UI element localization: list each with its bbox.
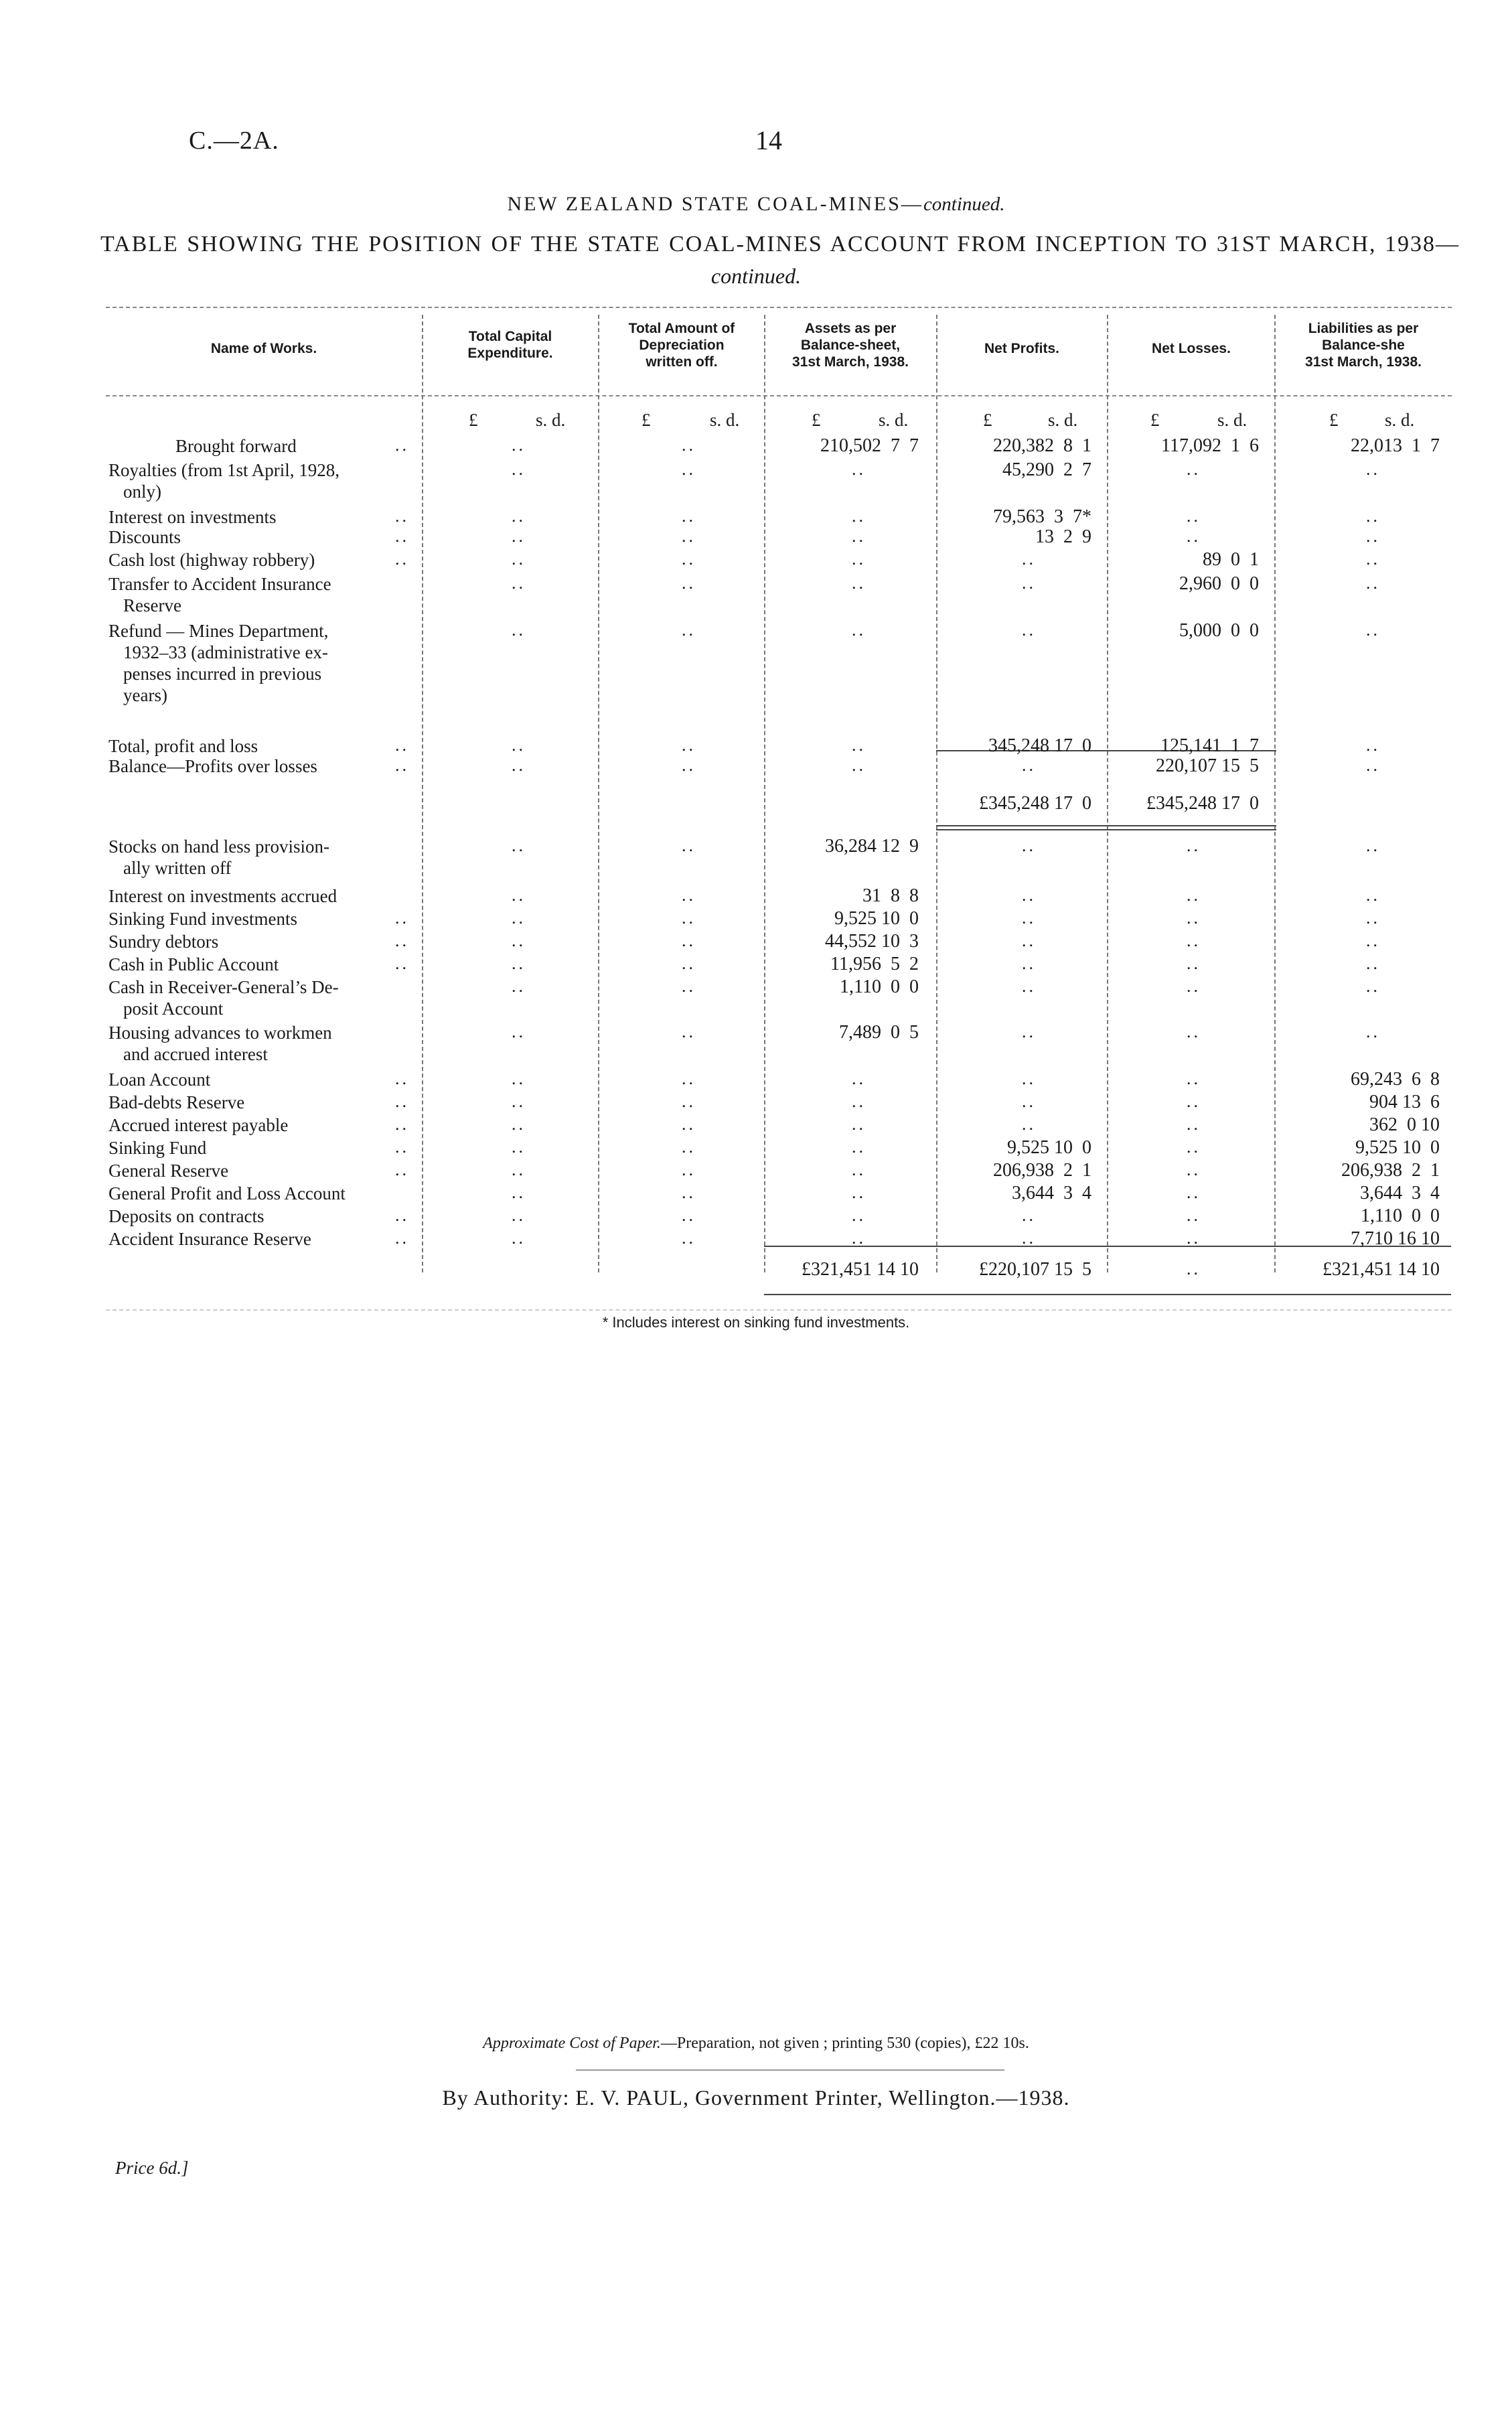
empty-cell-dots: .. (512, 1160, 526, 1179)
empty-cell-dots: .. (1366, 755, 1380, 775)
empty-cell-dots: .. (852, 1228, 866, 1248)
empty-cell-dots: .. (852, 755, 866, 775)
empty-cell-dots: .. (512, 735, 526, 755)
empty-cell-dots: .. (852, 1137, 866, 1157)
empty-cell-dots: .. (852, 1183, 866, 1202)
empty-cell-dots: .. (682, 1228, 696, 1248)
unit-pound: £ (1150, 410, 1160, 430)
empty-cell-dots: .. (1366, 735, 1380, 755)
row-label-text: Brought forward (175, 436, 297, 456)
col-head-capital-l2: Expenditure. (467, 346, 553, 361)
col-divider-4 (936, 315, 937, 1272)
cell-losses: 117,092 1 6 (1161, 435, 1259, 456)
header-bottom-rule (106, 395, 1452, 396)
empty-cell-dots: .. (1022, 1228, 1036, 1248)
row-label (108, 1205, 430, 1227)
empty-cell-dots: .. (512, 976, 526, 996)
empty-cell-dots: .. (852, 573, 866, 593)
row-label (108, 885, 430, 907)
empty-cell-dots: .. (1022, 755, 1036, 775)
row-label-cont: Reserve (123, 595, 181, 615)
empty-cell-dots: .. (682, 1114, 696, 1134)
cell-liabilities: 22,013 1 7 (1351, 435, 1440, 456)
unit-pound: £ (641, 410, 651, 430)
leader-dots: .. (395, 931, 409, 950)
row-label-text: Interest on investments accrued (108, 886, 337, 906)
empty-cell-dots: .. (512, 1022, 526, 1041)
col-head-assets-l3: 31st March, 1938. (792, 354, 909, 370)
empty-cell-dots: .. (682, 435, 696, 455)
empty-cell-dots: .. (682, 459, 696, 479)
row-label-text: Housing advances to workmen (108, 1023, 332, 1043)
leader-dots: .. (395, 1069, 409, 1088)
row-label (108, 573, 430, 616)
row-label-text: General Profit and Loss Account (108, 1183, 346, 1203)
cell-assets: 31 8 8 (862, 885, 919, 906)
row-label-cont: years) (123, 685, 167, 705)
col-head-profits: Net Profits. (984, 341, 1059, 356)
cell-assets: 7,489 0 5 (839, 1022, 919, 1043)
empty-cell-dots: .. (1366, 1022, 1380, 1041)
sum-rule-top (936, 825, 1276, 826)
empty-cell-dots: .. (852, 1092, 866, 1111)
empty-cell-dots: .. (512, 435, 526, 455)
leader-dots: .. (395, 1160, 409, 1179)
row-label-text: Accident Insurance Reserve (108, 1229, 311, 1249)
col-head-losses: Net Losses. (1152, 341, 1231, 356)
row-label (108, 1137, 430, 1159)
col-head-liab-l2: Balance-she (1322, 338, 1405, 353)
empty-cell-dots: .. (1022, 1114, 1036, 1134)
empty-cell-dots: .. (682, 620, 696, 640)
empty-cell-dots: .. (512, 1092, 526, 1111)
col-head-capital-l1: Total Capital (468, 329, 552, 344)
cell-liabilities: 362 0 10 (1369, 1114, 1440, 1135)
empty-cell-dots: .. (1187, 506, 1201, 526)
cell-liabilities: 206,938 2 1 (1341, 1160, 1440, 1181)
row-label-cont: and accrued interest (123, 1044, 268, 1064)
empty-cell-dots: .. (512, 573, 526, 593)
cost-of-paper (0, 2035, 1512, 2053)
row-label-text: Balance—Profits over losses (108, 756, 317, 776)
leader-dots: .. (395, 1137, 409, 1157)
cell-liabilities: 904 13 6 (1369, 1092, 1440, 1112)
empty-cell-dots: .. (852, 620, 866, 640)
cell-liabilities: 9,525 10 0 (1355, 1137, 1440, 1158)
empty-cell-dots: .. (512, 931, 526, 950)
col-divider-5 (1107, 315, 1108, 1272)
price-tag: Price 6d.] (115, 2158, 189, 2178)
row-label (108, 549, 430, 571)
empty-cell-dots: .. (682, 506, 696, 526)
empty-cell-dots: .. (682, 1160, 696, 1179)
col-head-assets (765, 320, 935, 370)
row-label-text: Discounts (108, 527, 181, 547)
leader-dots: .. (395, 1114, 409, 1134)
empty-cell-dots: .. (682, 1092, 696, 1111)
empty-cell-dots: .. (512, 1183, 526, 1202)
empty-cell-dots: .. (1187, 1228, 1201, 1248)
empty-cell-dots: .. (682, 885, 696, 905)
document-title (0, 193, 1512, 216)
total-profits: £220,107 15 5 (979, 1259, 1091, 1280)
empty-cell-dots: .. (512, 885, 526, 905)
cell-profits: 79,563 3 7* (993, 506, 1091, 527)
empty-cell-dots: .. (512, 954, 526, 973)
col-head-name: Name of Works. (210, 341, 317, 356)
row-label-text: Sinking Fund (108, 1138, 207, 1158)
empty-cell-dots: .. (682, 1069, 696, 1088)
table-subtitle-cont: continued. (710, 264, 802, 288)
cell-assets: 1,110 0 0 (840, 976, 919, 997)
row-label (108, 526, 430, 548)
empty-cell-dots: .. (852, 1114, 866, 1134)
row-label-text: Total, profit and loss (108, 736, 258, 756)
col-head-depr-l2: Depreciation (639, 338, 725, 353)
leader-dots: .. (395, 526, 409, 546)
empty-cell-dots: .. (1187, 908, 1201, 928)
empty-cell-dots: .. (1187, 1092, 1201, 1111)
empty-cell-dots: .. (1022, 954, 1036, 973)
empty-cell-dots: .. (1022, 573, 1036, 593)
empty-cell-dots: .. (1187, 1259, 1201, 1278)
row-label-text: Cash in Receiver-General’s De- (108, 977, 339, 997)
empty-cell-dots: .. (512, 1205, 526, 1225)
empty-cell-dots: .. (1022, 885, 1036, 905)
empty-cell-dots: .. (1187, 1137, 1201, 1157)
empty-cell-dots: .. (1187, 526, 1201, 546)
empty-cell-dots: .. (1187, 931, 1201, 950)
leader-dots: .. (395, 435, 409, 455)
empty-cell-dots: .. (682, 931, 696, 950)
empty-cell-dots: .. (1366, 836, 1380, 855)
empty-cell-dots: .. (852, 1069, 866, 1088)
empty-cell-dots: .. (682, 1022, 696, 1041)
cell-profits: 345,248 17 0 (988, 735, 1091, 756)
cell-losses: 89 0 1 (1203, 549, 1259, 570)
empty-cell-dots: .. (512, 506, 526, 526)
empty-cell-dots: .. (1366, 931, 1380, 950)
empty-cell-dots: .. (1366, 526, 1380, 546)
cell-profits: 206,938 2 1 (993, 1160, 1091, 1181)
row-label (108, 1160, 430, 1181)
total-assets: £321,451 14 10 (802, 1259, 919, 1280)
row-label-text: Stocks on hand less provision- (108, 836, 329, 857)
cell-losses: 5,000 0 0 (1179, 620, 1259, 641)
unit-sd: s. d. (1385, 410, 1415, 430)
cell-profits: 3,644 3 4 (1012, 1183, 1091, 1203)
empty-cell-dots: .. (1187, 1205, 1201, 1225)
empty-cell-dots: .. (1187, 1022, 1201, 1041)
cost-text: —Preparation, not given ; printing 530 (copies), £22 10s. (660, 2035, 1029, 2052)
cell-losses: 2,960 0 0 (1179, 573, 1259, 594)
col-divider-6 (1274, 315, 1276, 1272)
cell-losses: 220,107 15 5 (1156, 755, 1259, 776)
cell-liabilities: 3,644 3 4 (1360, 1183, 1440, 1203)
page-number: 14 (755, 125, 782, 155)
row-label-text: Sundry debtors (108, 932, 219, 952)
empty-cell-dots: .. (682, 836, 696, 855)
empty-cell-dots: .. (1022, 976, 1036, 996)
header-top-rule (106, 307, 1452, 308)
empty-cell-dots: .. (1022, 931, 1036, 950)
empty-cell-dots: .. (1022, 620, 1036, 640)
empty-cell-dots: .. (512, 836, 526, 855)
empty-cell-dots: .. (852, 735, 866, 755)
empty-cell-dots: .. (682, 1205, 696, 1225)
cell-liabilities: 1,110 0 0 (1361, 1205, 1440, 1226)
empty-cell-dots: .. (1022, 836, 1036, 855)
footnote: * Includes interest on sinking fund investments. (602, 1314, 910, 1331)
row-label (108, 1183, 430, 1204)
row-label-text: Loan Account (108, 1070, 211, 1090)
cell-losses: 125,141 1 7 (1160, 735, 1259, 756)
empty-cell-dots: .. (1187, 976, 1201, 996)
grand-total-rule-top (764, 1246, 1451, 1247)
col-divider-2 (598, 315, 599, 1272)
empty-cell-dots: .. (512, 549, 526, 569)
empty-cell-dots: .. (1366, 549, 1380, 569)
row-label (108, 1228, 430, 1250)
row-label-cont: posit Account (123, 999, 224, 1019)
cell-profits: £345,248 17 0 (979, 793, 1091, 814)
empty-cell-dots: .. (682, 573, 696, 593)
empty-cell-dots: .. (682, 755, 696, 775)
empty-cell-dots: .. (512, 620, 526, 640)
cell-assets: 210,502 7 7 (820, 435, 919, 456)
empty-cell-dots: .. (682, 526, 696, 546)
empty-cell-dots: .. (682, 1183, 696, 1202)
row-label-cont: only) (123, 482, 161, 502)
row-label-text: Interest on investments (108, 507, 277, 527)
empty-cell-dots: .. (1022, 908, 1036, 928)
leader-dots: .. (395, 735, 409, 755)
col-head-depr-l3: written off. (646, 354, 718, 370)
cell-assets: 36,284 12 9 (825, 836, 919, 857)
sum-rule-top2 (936, 829, 1276, 830)
leader-dots: .. (395, 755, 409, 775)
empty-cell-dots: .. (512, 1114, 526, 1134)
empty-cell-dots: .. (512, 755, 526, 775)
row-label-text: Transfer to Accident Insurance (108, 574, 331, 594)
empty-cell-dots: .. (1366, 573, 1380, 593)
unit-sd: s. d. (879, 410, 909, 430)
row-label (108, 755, 430, 777)
empty-cell-dots: .. (1366, 908, 1380, 928)
empty-cell-dots: .. (1187, 836, 1201, 855)
empty-cell-dots: .. (682, 549, 696, 569)
unit-sd: s. d. (536, 410, 566, 430)
leader-dots: .. (395, 1205, 409, 1225)
unit-pound: £ (812, 410, 821, 430)
row-label-cont: 1932–33 (administrative ex- (123, 642, 328, 662)
empty-cell-dots: .. (682, 954, 696, 973)
empty-cell-dots: .. (852, 526, 866, 546)
row-label (108, 836, 430, 879)
cell-profits: 220,382 8 1 (993, 435, 1091, 456)
empty-cell-dots: .. (1022, 1022, 1036, 1041)
title-text: NEW ZEALAND STATE COAL-MINES— (507, 193, 923, 215)
row-label-text: Cash in Public Account (108, 954, 279, 974)
row-label (108, 435, 430, 457)
row-label-text: General Reserve (108, 1161, 229, 1181)
table-bottom-rule (106, 1309, 1452, 1311)
col-head-depreciation (599, 320, 764, 370)
leader-dots: .. (395, 908, 409, 928)
row-label (108, 976, 430, 1019)
row-label-text: Bad-debts Reserve (108, 1092, 245, 1112)
empty-cell-dots: .. (1366, 620, 1380, 640)
row-label (108, 620, 430, 706)
empty-cell-dots: .. (1366, 506, 1380, 526)
cell-profits: 9,525 10 0 (1007, 1137, 1091, 1158)
unit-sd: s. d. (710, 410, 740, 430)
empty-cell-dots: .. (1366, 954, 1380, 973)
row-label-cont: penses incurred in previous (123, 664, 322, 684)
col-head-liabilities (1276, 320, 1451, 370)
row-label (108, 931, 430, 952)
empty-cell-dots: .. (1187, 459, 1201, 479)
total-liabilities: £321,451 14 10 (1322, 1259, 1440, 1280)
col-head-capital (423, 328, 597, 362)
cell-losses: £345,248 17 0 (1146, 793, 1259, 814)
leader-dots: .. (395, 549, 409, 569)
empty-cell-dots: .. (1187, 954, 1201, 973)
empty-cell-dots: .. (1187, 1183, 1201, 1202)
cell-profits: 45,290 2 7 (1002, 459, 1091, 480)
table-subtitle: TABLE SHOWING THE POSITION OF THE STATE COAL-MINES ACCOUNT FROM INCEPTION TO 31ST MARCH, 1938— (100, 232, 1460, 256)
empty-cell-dots: .. (682, 908, 696, 928)
row-label-text: Refund — Mines Department, (108, 621, 329, 641)
row-label (108, 459, 430, 502)
empty-cell-dots: .. (1022, 1069, 1036, 1088)
empty-cell-dots: .. (512, 1137, 526, 1157)
row-label (108, 1114, 430, 1136)
empty-cell-dots: .. (852, 459, 866, 479)
cell-profits: 13 2 9 (1035, 526, 1091, 547)
empty-cell-dots: .. (1022, 1092, 1036, 1111)
empty-cell-dots: .. (1366, 885, 1380, 905)
title-italic: continued. (923, 194, 1005, 215)
row-label (108, 908, 430, 930)
leader-dots: .. (395, 1228, 409, 1248)
empty-cell-dots: .. (1366, 459, 1380, 479)
col-head-depr-l1: Total Amount of (628, 321, 735, 336)
cell-assets: 44,552 10 3 (825, 931, 919, 952)
cell-liabilities: 7,710 16 10 (1351, 1228, 1440, 1249)
row-label (108, 1022, 430, 1065)
empty-cell-dots: .. (512, 459, 526, 479)
empty-cell-dots: .. (1187, 1114, 1201, 1134)
empty-cell-dots: .. (1187, 1160, 1201, 1179)
unit-pound: £ (983, 410, 992, 430)
authority-line: By Authority: E. V. PAUL, Government Printer, Wellington.—1938. (442, 2085, 1070, 2110)
leader-dots: .. (395, 506, 409, 526)
empty-cell-dots: .. (1187, 885, 1201, 905)
empty-cell-dots: .. (852, 506, 866, 526)
row-label (108, 954, 430, 975)
document-code: C.—2A. (189, 127, 279, 155)
empty-cell-dots: .. (1022, 1205, 1036, 1225)
leader-dots: .. (395, 1092, 409, 1111)
empty-cell-dots: .. (1022, 549, 1036, 569)
row-label (108, 1069, 430, 1090)
cost-label: Approximate Cost of Paper. (483, 2035, 661, 2052)
cell-liabilities: 69,243 6 8 (1351, 1069, 1440, 1090)
empty-cell-dots: .. (682, 735, 696, 755)
col-head-assets-l1: Assets as per (804, 321, 897, 336)
row-label-text: Cash lost (highway robbery) (108, 550, 315, 570)
col-head-liab-l3: 31st March, 1938. (1305, 354, 1422, 370)
empty-cell-dots: .. (512, 1228, 526, 1248)
authority-rule (576, 2069, 1004, 2071)
row-label-text: Deposits on contracts (108, 1206, 264, 1226)
col-head-liab-l1: Liabilities as per (1308, 321, 1419, 336)
empty-cell-dots: .. (1187, 1069, 1201, 1088)
row-label (108, 506, 430, 528)
leader-dots: .. (395, 954, 409, 973)
empty-cell-dots: .. (852, 549, 866, 569)
empty-cell-dots: .. (682, 976, 696, 996)
unit-pound: £ (469, 410, 478, 430)
unit-pound: £ (1329, 410, 1339, 430)
cell-assets: 9,525 10 0 (834, 908, 919, 929)
row-label-text: Sinking Fund investments (108, 909, 298, 929)
empty-cell-dots: .. (682, 1137, 696, 1157)
grand-total-rule-bottom (764, 1294, 1451, 1295)
empty-cell-dots: .. (512, 1069, 526, 1088)
row-label (108, 735, 430, 757)
row-label-cont: ally written off (123, 858, 232, 878)
row-label (108, 1092, 430, 1113)
empty-cell-dots: .. (852, 1160, 866, 1179)
empty-cell-dots: .. (512, 908, 526, 928)
col-divider-3 (764, 315, 765, 1272)
row-label-text: Royalties (from 1st April, 1928, (108, 460, 339, 480)
col-head-assets-l2: Balance-sheet, (800, 338, 901, 353)
cell-assets: 11,956 5 2 (830, 954, 919, 974)
empty-cell-dots: .. (1366, 976, 1380, 996)
unit-sd: s. d. (1048, 410, 1078, 430)
row-label-text: Accrued interest payable (108, 1115, 289, 1135)
empty-cell-dots: .. (512, 526, 526, 546)
unit-sd: s. d. (1217, 410, 1248, 430)
empty-cell-dots: .. (852, 1205, 866, 1225)
